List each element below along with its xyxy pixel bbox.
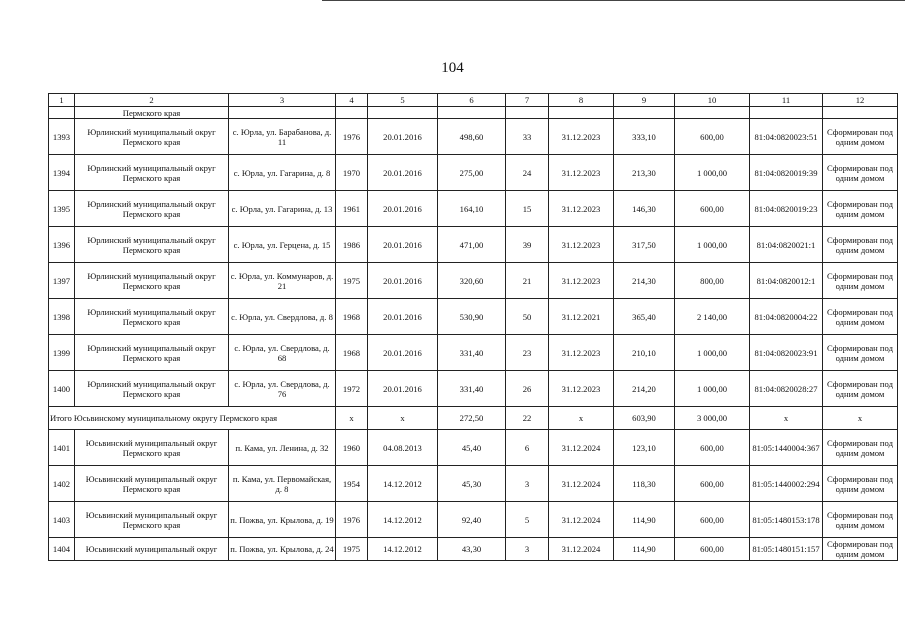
district-cell: Юрлинский муниципальный округ Пермского края bbox=[75, 119, 229, 155]
table-body bbox=[49, 94, 898, 561]
district-cell: Юрлинский муниципальный округ Пермского края bbox=[75, 335, 229, 371]
deadline-cell: 31.12.2023 bbox=[549, 263, 614, 299]
column-number: 10 bbox=[675, 94, 750, 107]
table-row bbox=[49, 538, 898, 561]
status-cell: Сформирован под одним домом bbox=[823, 155, 898, 191]
table-row bbox=[49, 263, 898, 299]
district-cell: Пермского края bbox=[75, 107, 229, 119]
table-row bbox=[49, 119, 898, 155]
area2-cell: 146,30 bbox=[614, 191, 675, 227]
table-row bbox=[49, 335, 898, 371]
column-number: 2 bbox=[75, 94, 229, 107]
district-cell: Юрлинский муниципальный округ Пермского края bbox=[75, 299, 229, 335]
residents-cell: 26 bbox=[506, 371, 549, 407]
total-cadastral-cell: x bbox=[750, 407, 823, 430]
column-number: 3 bbox=[229, 94, 336, 107]
status-cell: Сформирован под одним домом bbox=[823, 227, 898, 263]
district-cell: Юсьвинский муниципальный округ Пермского края bbox=[75, 502, 229, 538]
total-status-cell: x bbox=[823, 407, 898, 430]
year-cell: 1961 bbox=[336, 191, 368, 227]
table-row bbox=[49, 191, 898, 227]
row-number-cell: 1400 bbox=[49, 371, 75, 407]
year-cell: 1972 bbox=[336, 371, 368, 407]
cost-cell: 600,00 bbox=[675, 191, 750, 227]
status-cell: Сформирован под одним домом bbox=[823, 371, 898, 407]
cadastral-number-cell: 81:04:0820028:27 bbox=[750, 371, 823, 407]
year-cell: 1954 bbox=[336, 466, 368, 502]
total-date-cell: x bbox=[368, 407, 438, 430]
column-number: 1 bbox=[49, 94, 75, 107]
address-cell: с. Юрла, ул. Герцена, д. 15 bbox=[229, 227, 336, 263]
area2-cell: 333,10 bbox=[614, 119, 675, 155]
district-cell: Юрлинский муниципальный округ Пермского края bbox=[75, 191, 229, 227]
address-cell: с. Юрла, ул. Коммунаров, д. 21 bbox=[229, 263, 336, 299]
district-cell: Юсьвинский муниципальный округ bbox=[75, 538, 229, 561]
deadline-cell: 31.12.2024 bbox=[549, 430, 614, 466]
date-cell: 04.08.2013 bbox=[368, 430, 438, 466]
area-cell: 45,40 bbox=[438, 430, 506, 466]
empty-cell bbox=[438, 107, 506, 119]
area-cell: 164,10 bbox=[438, 191, 506, 227]
cadastral-number-cell: 81:05:1440002:294 bbox=[750, 466, 823, 502]
address-cell: с. Юрла, ул. Гагарина, д. 8 bbox=[229, 155, 336, 191]
status-cell: Сформирован под одним домом bbox=[823, 335, 898, 371]
year-cell: 1976 bbox=[336, 502, 368, 538]
top-rule bbox=[322, 0, 905, 1]
year-cell: 1975 bbox=[336, 538, 368, 561]
empty-cell bbox=[506, 107, 549, 119]
table-row bbox=[49, 466, 898, 502]
year-cell: 1970 bbox=[336, 155, 368, 191]
cadastral-number-cell: 81:05:1480151:157 bbox=[750, 538, 823, 561]
deadline-cell: 31.12.2023 bbox=[549, 371, 614, 407]
table-row bbox=[49, 227, 898, 263]
residents-cell: 5 bbox=[506, 502, 549, 538]
row-number-cell: 1393 bbox=[49, 119, 75, 155]
date-cell: 20.01.2016 bbox=[368, 155, 438, 191]
residents-cell: 33 bbox=[506, 119, 549, 155]
year-cell: 1968 bbox=[336, 299, 368, 335]
table-row bbox=[49, 430, 898, 466]
status-cell: Сформирован под одним домом bbox=[823, 466, 898, 502]
deadline-cell: 31.12.2021 bbox=[549, 299, 614, 335]
row-number-cell: 1404 bbox=[49, 538, 75, 561]
cost-cell: 1 000,00 bbox=[675, 227, 750, 263]
residents-cell: 15 bbox=[506, 191, 549, 227]
total-area-cell: 272,50 bbox=[438, 407, 506, 430]
area2-cell: 114,90 bbox=[614, 538, 675, 561]
row-number-cell: 1403 bbox=[49, 502, 75, 538]
cadastral-number-cell: 81:04:0820023:91 bbox=[750, 335, 823, 371]
empty-cell bbox=[229, 107, 336, 119]
residents-cell: 3 bbox=[506, 466, 549, 502]
continuation-row bbox=[49, 107, 898, 119]
area2-cell: 210,10 bbox=[614, 335, 675, 371]
area2-cell: 365,40 bbox=[614, 299, 675, 335]
cadastral-number-cell: 81:04:0820023:51 bbox=[750, 119, 823, 155]
empty-cell bbox=[675, 107, 750, 119]
empty-cell bbox=[614, 107, 675, 119]
column-number: 12 bbox=[823, 94, 898, 107]
cost-cell: 600,00 bbox=[675, 430, 750, 466]
residents-cell: 3 bbox=[506, 538, 549, 561]
residents-cell: 50 bbox=[506, 299, 549, 335]
address-cell: п. Пожва, ул. Крылова, д. 24 bbox=[229, 538, 336, 561]
cadastral-number-cell: 81:04:0820021:1 bbox=[750, 227, 823, 263]
address-cell: п. Пожва, ул. Крылова, д. 19 bbox=[229, 502, 336, 538]
area2-cell: 214,30 bbox=[614, 263, 675, 299]
total-year-cell: x bbox=[336, 407, 368, 430]
area2-cell: 214,20 bbox=[614, 371, 675, 407]
district-cell: Юрлинский муниципальный округ Пермского края bbox=[75, 227, 229, 263]
residents-cell: 21 bbox=[506, 263, 549, 299]
deadline-cell: 31.12.2023 bbox=[549, 191, 614, 227]
row-number-cell: 1395 bbox=[49, 191, 75, 227]
deadline-cell: 31.12.2023 bbox=[549, 119, 614, 155]
cadastral-number-cell: 81:04:0820019:39 bbox=[750, 155, 823, 191]
year-cell: 1975 bbox=[336, 263, 368, 299]
status-cell: Сформирован под одним домом bbox=[823, 538, 898, 561]
area2-cell: 213,30 bbox=[614, 155, 675, 191]
area-cell: 471,00 bbox=[438, 227, 506, 263]
status-cell: Сформирован под одним домом bbox=[823, 502, 898, 538]
deadline-cell: 31.12.2024 bbox=[549, 502, 614, 538]
deadline-cell: 31.12.2023 bbox=[549, 335, 614, 371]
cost-cell: 600,00 bbox=[675, 119, 750, 155]
cost-cell: 600,00 bbox=[675, 502, 750, 538]
row-number-cell: 1394 bbox=[49, 155, 75, 191]
row-number-cell: 1397 bbox=[49, 263, 75, 299]
status-cell: Сформирован под одним домом bbox=[823, 430, 898, 466]
table-row bbox=[49, 502, 898, 538]
empty-cell bbox=[336, 107, 368, 119]
area-cell: 43,30 bbox=[438, 538, 506, 561]
row-number-cell: 1398 bbox=[49, 299, 75, 335]
residents-cell: 6 bbox=[506, 430, 549, 466]
cost-cell: 1 000,00 bbox=[675, 371, 750, 407]
date-cell: 14.12.2012 bbox=[368, 538, 438, 561]
deadline-cell: 31.12.2024 bbox=[549, 466, 614, 502]
empty-cell bbox=[49, 107, 75, 119]
status-cell: Сформирован под одним домом bbox=[823, 119, 898, 155]
total-label: Итого Юсьвинскому муниципальному округу Пермского края bbox=[49, 407, 336, 430]
area2-cell: 317,50 bbox=[614, 227, 675, 263]
area-cell: 331,40 bbox=[438, 371, 506, 407]
date-cell: 20.01.2016 bbox=[368, 371, 438, 407]
district-cell: Юсьвинский муниципальный округ Пермского края bbox=[75, 430, 229, 466]
deadline-cell: 31.12.2023 bbox=[549, 227, 614, 263]
table-row bbox=[49, 155, 898, 191]
date-cell: 20.01.2016 bbox=[368, 227, 438, 263]
district-cell: Юрлинский муниципальный округ Пермского края bbox=[75, 263, 229, 299]
column-number: 5 bbox=[368, 94, 438, 107]
area2-cell: 118,30 bbox=[614, 466, 675, 502]
area2-cell: 114,90 bbox=[614, 502, 675, 538]
area-cell: 331,40 bbox=[438, 335, 506, 371]
address-cell: с. Юрла, ул. Барабанова, д. 11 bbox=[229, 119, 336, 155]
address-cell: с. Юрла, ул. Свердлова, д. 76 bbox=[229, 371, 336, 407]
empty-cell bbox=[823, 107, 898, 119]
status-cell: Сформирован под одним домом bbox=[823, 191, 898, 227]
residents-cell: 24 bbox=[506, 155, 549, 191]
cadastral-number-cell: 81:05:1440004:367 bbox=[750, 430, 823, 466]
year-cell: 1960 bbox=[336, 430, 368, 466]
row-number-cell: 1401 bbox=[49, 430, 75, 466]
empty-cell bbox=[549, 107, 614, 119]
status-cell: Сформирован под одним домом bbox=[823, 299, 898, 335]
column-number: 7 bbox=[506, 94, 549, 107]
status-cell: Сформирован под одним домом bbox=[823, 263, 898, 299]
area-cell: 530,90 bbox=[438, 299, 506, 335]
column-number: 8 bbox=[549, 94, 614, 107]
page-number: 104 bbox=[441, 60, 464, 76]
district-cell: Юрлинский муниципальный округ Пермского края bbox=[75, 371, 229, 407]
date-cell: 20.01.2016 bbox=[368, 263, 438, 299]
year-cell: 1968 bbox=[336, 335, 368, 371]
table-row bbox=[49, 299, 898, 335]
row-number-cell: 1396 bbox=[49, 227, 75, 263]
date-cell: 14.12.2012 bbox=[368, 502, 438, 538]
cost-cell: 600,00 bbox=[675, 466, 750, 502]
date-cell: 20.01.2016 bbox=[368, 335, 438, 371]
date-cell: 20.01.2016 bbox=[368, 191, 438, 227]
cadastral-number-cell: 81:04:0820019:23 bbox=[750, 191, 823, 227]
total-area2-cell: 603,90 bbox=[614, 407, 675, 430]
row-number-cell: 1402 bbox=[49, 466, 75, 502]
cost-cell: 1 000,00 bbox=[675, 155, 750, 191]
address-cell: с. Юрла, ул. Свердлова, д. 68 bbox=[229, 335, 336, 371]
total-residents-cell: 22 bbox=[506, 407, 549, 430]
column-number-row bbox=[49, 94, 898, 107]
address-cell: с. Юрла, ул. Свердлова, д. 8 bbox=[229, 299, 336, 335]
address-cell: п. Кама, ул. Ленина, д. 32 bbox=[229, 430, 336, 466]
area-cell: 45,30 bbox=[438, 466, 506, 502]
row-number-cell: 1399 bbox=[49, 335, 75, 371]
housing-register-table bbox=[48, 93, 898, 561]
column-number: 11 bbox=[750, 94, 823, 107]
column-number: 9 bbox=[614, 94, 675, 107]
area2-cell: 123,10 bbox=[614, 430, 675, 466]
cost-cell: 1 000,00 bbox=[675, 335, 750, 371]
total-row bbox=[49, 407, 898, 430]
column-number: 6 bbox=[438, 94, 506, 107]
cost-cell: 800,00 bbox=[675, 263, 750, 299]
year-cell: 1976 bbox=[336, 119, 368, 155]
deadline-cell: 31.12.2023 bbox=[549, 155, 614, 191]
area-cell: 498,60 bbox=[438, 119, 506, 155]
year-cell: 1986 bbox=[336, 227, 368, 263]
area-cell: 275,00 bbox=[438, 155, 506, 191]
date-cell: 20.01.2016 bbox=[368, 119, 438, 155]
table-row bbox=[49, 371, 898, 407]
date-cell: 20.01.2016 bbox=[368, 299, 438, 335]
cost-cell: 2 140,00 bbox=[675, 299, 750, 335]
cadastral-number-cell: 81:04:0820012:1 bbox=[750, 263, 823, 299]
district-cell: Юрлинский муниципальный округ Пермского края bbox=[75, 155, 229, 191]
district-cell: Юсьвинский муниципальный округ Пермского края bbox=[75, 466, 229, 502]
cadastral-number-cell: 81:04:0820004:22 bbox=[750, 299, 823, 335]
area-cell: 92,40 bbox=[438, 502, 506, 538]
deadline-cell: 31.12.2024 bbox=[549, 538, 614, 561]
residents-cell: 39 bbox=[506, 227, 549, 263]
column-number: 4 bbox=[336, 94, 368, 107]
area-cell: 320,60 bbox=[438, 263, 506, 299]
date-cell: 14.12.2012 bbox=[368, 466, 438, 502]
address-cell: с. Юрла, ул. Гагарина, д. 13 bbox=[229, 191, 336, 227]
cost-cell: 600,00 bbox=[675, 538, 750, 561]
total-cost-cell: 3 000,00 bbox=[675, 407, 750, 430]
empty-cell bbox=[750, 107, 823, 119]
empty-cell bbox=[368, 107, 438, 119]
residents-cell: 23 bbox=[506, 335, 549, 371]
total-deadline-cell: x bbox=[549, 407, 614, 430]
address-cell: п. Кама, ул. Первомайская, д. 8 bbox=[229, 466, 336, 502]
cadastral-number-cell: 81:05:1480153:178 bbox=[750, 502, 823, 538]
